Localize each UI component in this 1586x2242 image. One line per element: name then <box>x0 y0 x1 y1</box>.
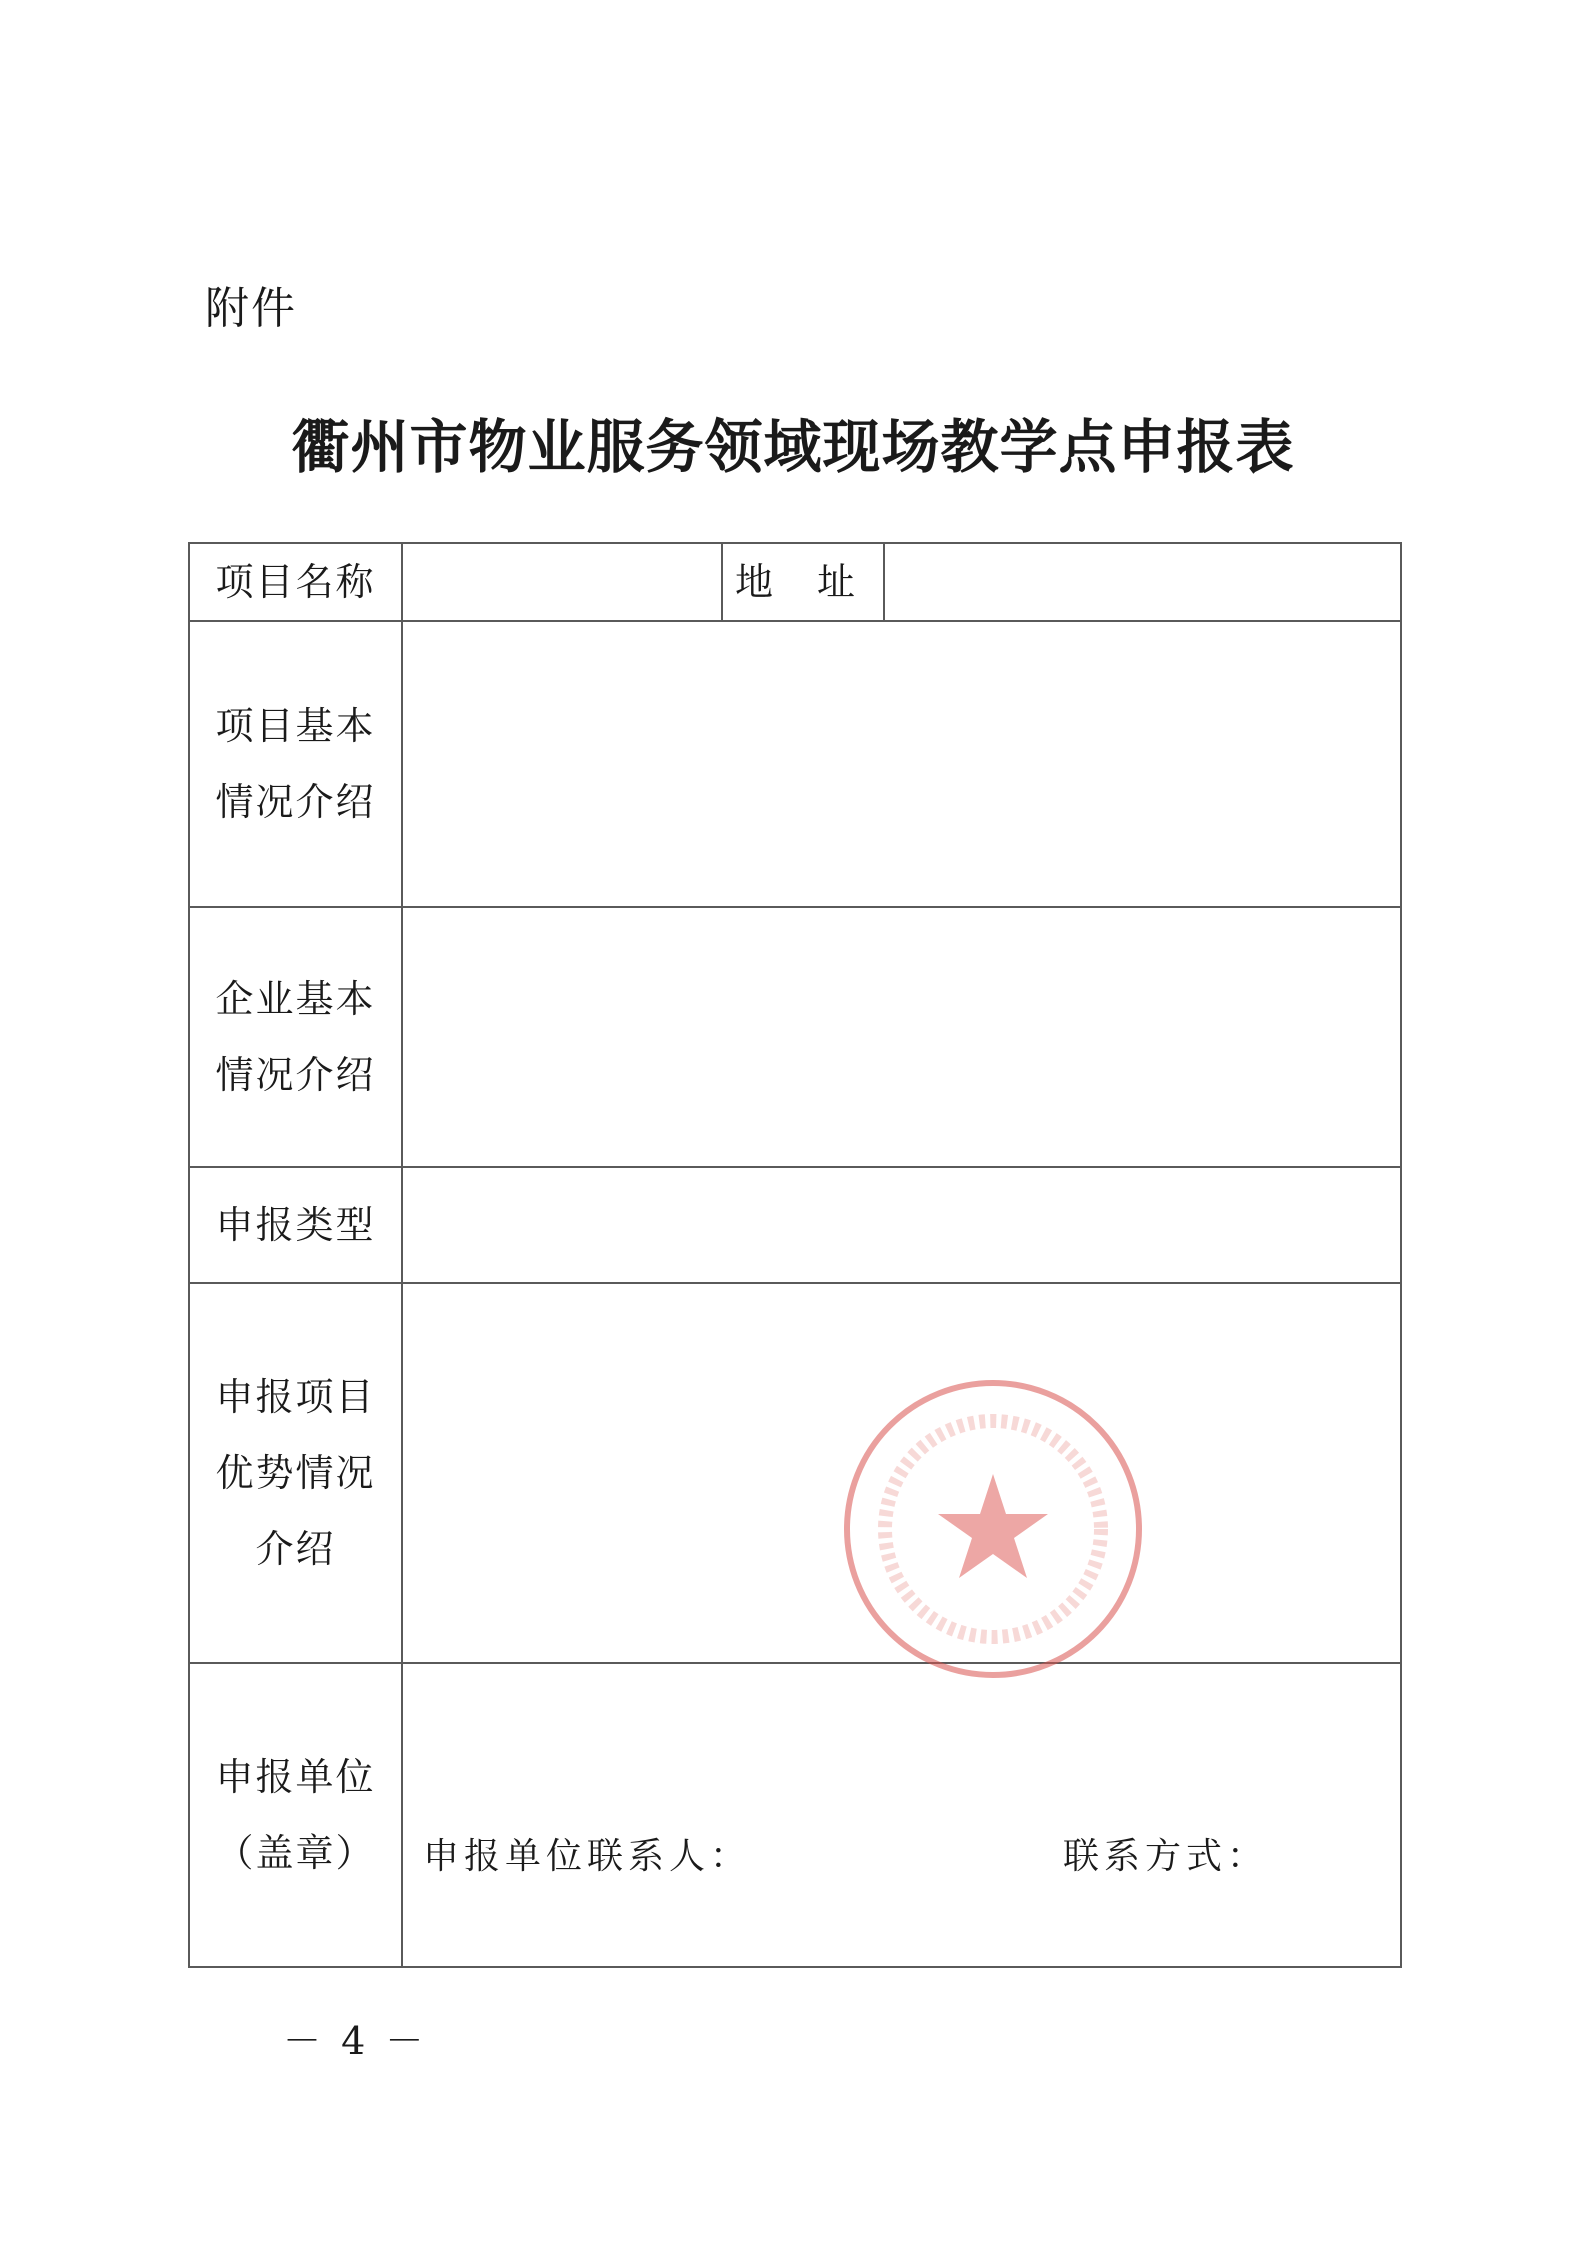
application-form-table <box>188 542 1402 1968</box>
official-seal-stamp <box>838 1374 1148 1684</box>
company-intro-label-line1: 企业基本 <box>215 977 376 1021</box>
row-company-intro <box>189 907 1401 1167</box>
row-reporting-unit <box>189 1663 1401 1967</box>
reporting-unit-label-line2: （盖章） <box>215 1831 376 1875</box>
page-number: － 4 － <box>283 2019 428 2063</box>
contact-method-label: 联系方式： <box>1063 1836 1269 1877</box>
row-project-intro <box>189 621 1401 907</box>
company-intro-field[interactable] <box>402 907 1401 1167</box>
document-title: 衢州市物业服务领域现场教学点申报表 <box>291 413 1295 481</box>
reporting-unit-label-line1: 申报单位 <box>215 1755 376 1799</box>
report-type-field[interactable] <box>402 1167 1401 1283</box>
contact-row <box>403 1664 1400 1966</box>
star-icon <box>938 1474 1048 1578</box>
advantage-label-line3: 介绍 <box>255 1527 336 1571</box>
project-intro-label-line1: 项目基本 <box>215 704 376 748</box>
row-advantage <box>189 1283 1401 1663</box>
attachment-label: 附件 <box>205 283 297 334</box>
reporting-unit-field[interactable] <box>402 1663 1401 1967</box>
advantage-label-line2: 优势情况 <box>215 1451 376 1495</box>
company-intro-label-line2: 情况介绍 <box>215 1053 376 1097</box>
contact-person-label: 申报单位联系人： <box>423 1836 752 1877</box>
address-field[interactable] <box>884 543 1401 621</box>
advantage-label <box>189 1283 402 1663</box>
project-intro-label-line2: 情况介绍 <box>215 780 376 824</box>
project-name-field[interactable] <box>402 543 722 621</box>
project-intro-field[interactable] <box>402 621 1401 907</box>
address-label: 地 址 <box>722 543 884 621</box>
report-type-label: 申报类型 <box>189 1167 402 1283</box>
advantage-label-line1: 申报项目 <box>215 1375 376 1419</box>
reporting-unit-label <box>189 1663 402 1967</box>
project-name-label: 项目名称 <box>189 543 402 621</box>
row-project-name <box>189 543 1401 621</box>
company-intro-label <box>189 907 402 1167</box>
project-intro-label <box>189 621 402 907</box>
row-report-type <box>189 1167 1401 1283</box>
